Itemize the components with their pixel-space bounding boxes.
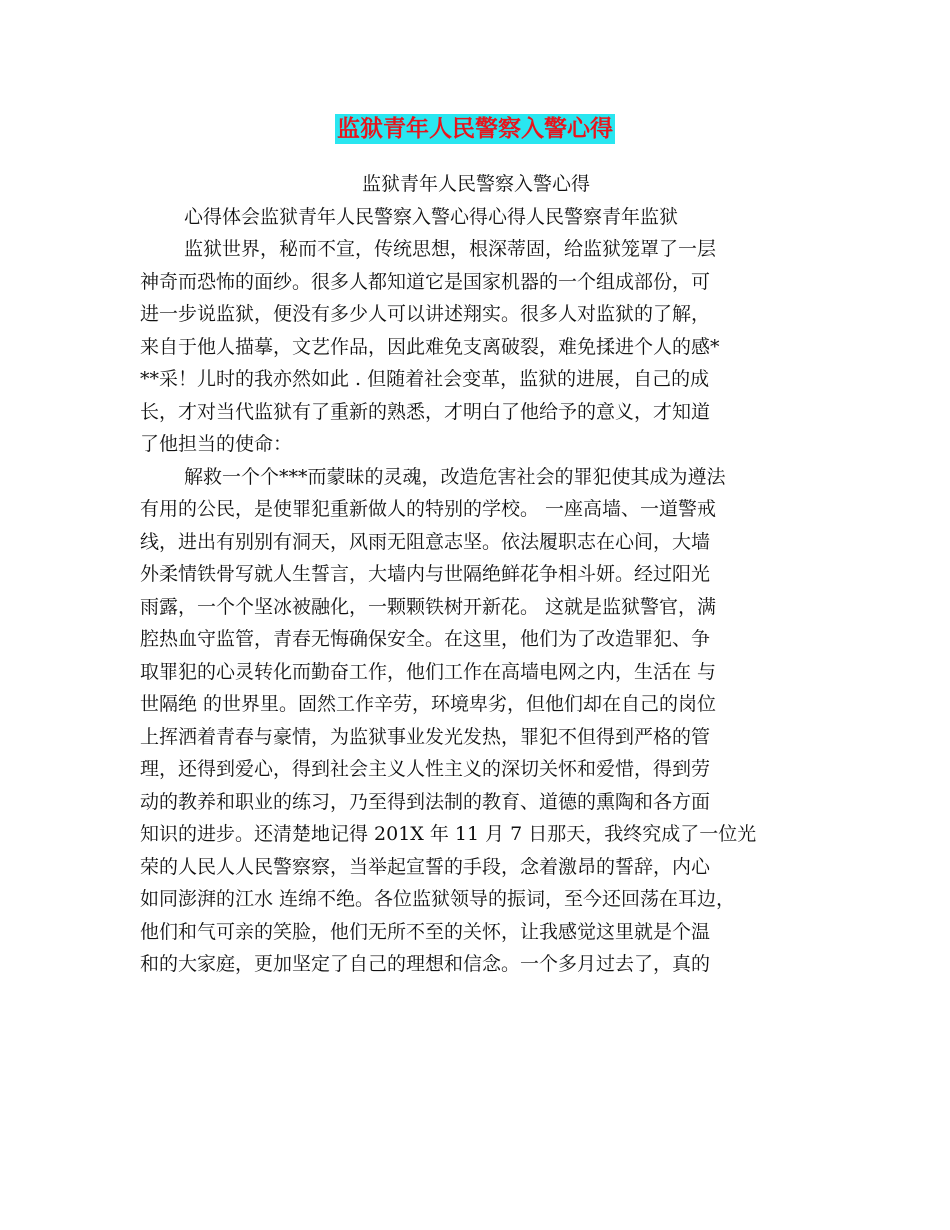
body-line: 知识的进步。还清楚地记得 201X 年 11 月 7 日那天，我终究成了一位光 — [140, 823, 757, 845]
body-line: 上挥洒着青春与豪情，为监狱事业发光发热，罪犯不但得到严格的管 — [140, 725, 711, 748]
body-line: 如同澎湃的江水 连绵不绝。各位监狱领导的振词，至今还回荡在耳边， — [140, 888, 736, 910]
body-line: 了他担当的使命： — [140, 433, 293, 455]
body-line: 进一步说监狱，便没有多少人可以讲述翔实。很多人对监狱的了解， — [140, 303, 711, 325]
body-line: 监狱世界，秘而不宣，传统思想，根深蒂固，给监狱笼罩了一层 — [184, 238, 717, 260]
body-line: 荣的人民人人民警察察，当举起宣誓的手段，念着激昂的誓辞，内心 — [140, 855, 711, 878]
body-line: 腔热血守监管，青春无悔确保安全。在这里，他们为了改造罪犯、争 — [140, 628, 711, 650]
body-line: 世隔绝 的世界里。固然工作辛劳，环境卑劣，但他们却在自己的岗位 — [140, 693, 717, 715]
body-line: 有用的公民，是使罪犯重新做人的特别的学校。 一座高墙、一道警戒 — [140, 498, 717, 520]
document-body — [140, 168, 812, 981]
body-line: 雨露，一个个坚冰被融化，一颗颗铁树开新花。 这就是监狱警官，满 — [140, 595, 717, 618]
body-line: **采！儿时的我亦然如此 . 但随着社会变革，监狱的进展，自己的成 — [140, 368, 710, 390]
body-line: 心得体会监狱青年人民警察入警心得心得人民警察青年监狱 — [184, 205, 679, 228]
body-line: 和的大家庭，更加坚定了自己的理想和信念。一个多月过去了，真的 — [140, 953, 711, 975]
body-line: 动的教养和职业的练习，乃至得到法制的教育、道德的熏陶和各方面 — [140, 790, 711, 813]
body-heading: 监狱青年人民警察入警心得 — [361, 173, 590, 195]
body-line: 外柔情铁骨写就人生誓言，大墙内与世隔绝鲜花争相斗妍。经过阳光 — [140, 563, 711, 585]
body-line: 长，才对当代监狱有了重新的熟悉，才明白了他给予的意义，才知道 — [140, 400, 711, 423]
body-line: 神奇而恐怖的面纱。很多人都知道它是国家机器的一个组成部份，可 — [140, 270, 711, 293]
body-line: 他们和气可亲的笑脸，他们无所不至的关怀，让我感觉这里就是个温 — [140, 920, 711, 943]
body-line: 取罪犯的心灵转化而勤奋工作，他们工作在高墙电网之内，生活在 与 — [140, 660, 717, 683]
body-line: 线，进出有别别有洞天，风雨无阻意志坚。依法履职志在心间，大墙 — [140, 530, 711, 553]
body-line: 来自于他人描摹，文艺作品，因此难免支离破裂，难免揉进个人的感* — [140, 335, 720, 358]
title-container — [0, 114, 950, 144]
body-line: 理，还得到爱心，得到社会主义人性主义的深切关怀和爱惜，得到劳 — [140, 758, 711, 780]
body-line: 解救一个个***而蒙昧的灵魂，改造危害社会的罪犯使其成为遵法 — [184, 465, 726, 488]
document-title: 监狱青年人民警察入警心得 — [337, 116, 613, 142]
